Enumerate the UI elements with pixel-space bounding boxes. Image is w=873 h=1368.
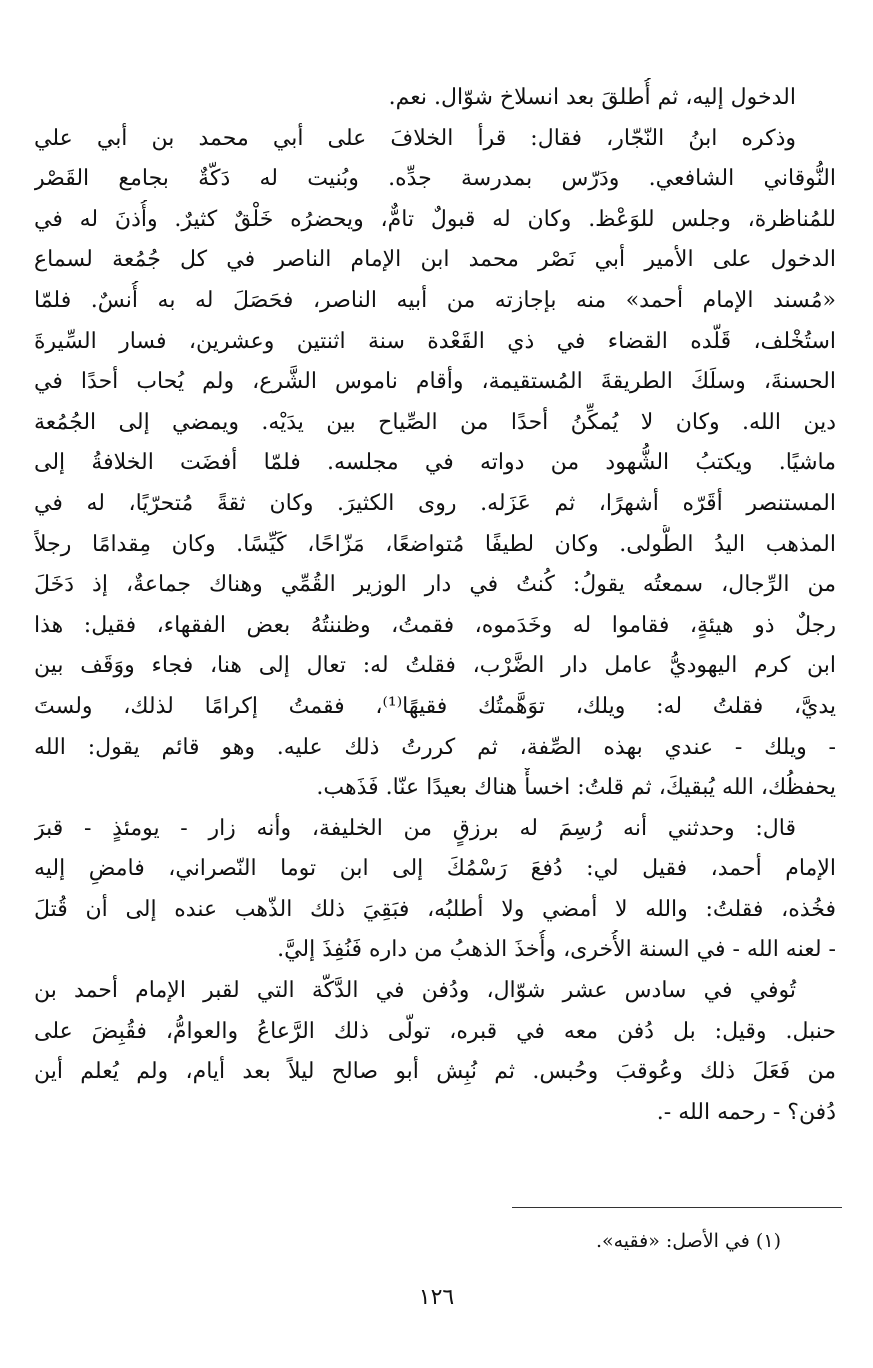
text-line: استُخْلف، قَلّده القضاء في ذي القَعْدة سنة اثنتين وعشرين، فسار السِّيرةَ bbox=[34, 328, 836, 354]
text-line: النُّوقاني الشافعي. ودَرّس بمدرسة جدِّه. وبُنيت له دَكّةٌ بجامع القَصْر bbox=[34, 166, 836, 192]
text-line: للمُناظرة، وجلس للوَعْظ. وكان له قبولٌ تامٌّ، ويحضرُه خَلْقٌ كثيرٌ. وأُذنَ له في bbox=[34, 206, 836, 232]
text-line: فخُذه، فقلتُ: والله لا أمضي ولا أطلبُه، فبَقِيَ ذلك الذّهب عنده إلى أن قُتلَ bbox=[34, 896, 836, 922]
main-text bbox=[34, 78, 836, 1133]
footnote: (١) في الأصل: «فقيه». bbox=[595, 1230, 781, 1252]
text-line: رجلٌ ذو هيئةٍ، فقاموا له وخَدَموه، فقمتُ، وظننتُهُ بعض الفقهاء، فقيل: هذا bbox=[34, 612, 836, 638]
text-line: ماشيًا. ويكتبُ الشُّهود من دواته في مجلسه. فلمّا أفضَت الخلافةُ إلى bbox=[34, 450, 836, 476]
text-line: الحسنةَ، وسلَكَ الطريقةَ المُستقيمة، وأقام ناموس الشَّرع، ولم يُحاب أحدًا في bbox=[34, 369, 836, 395]
text-line: وذكره ابنُ النّجّار، فقال: قرأ الخلافَ على أبي محمد بن أبي علي bbox=[34, 125, 796, 151]
text-line: يديَّ، فقلتُ له: ويلك، توَهَّمتُك فقيهًا⁽¹⁾، فقمتُ إكرامًا لذلك، ولستَ bbox=[34, 693, 836, 719]
text-line: الدخول إليه، ثم أُطلقَ بعد انسلاخ شوّال. نعم. bbox=[388, 85, 796, 110]
text-line: - لعنه الله - في السنة الأُخرى، وأُخذَ الذهبُ من داره فَنُفِذَ إليَّ. bbox=[277, 937, 836, 963]
text-line: الإمام أحمد، فقيل لي: دُفعَ رَسْمُكَ إلى ابن توما النّصراني، فامضِ إليه bbox=[34, 856, 836, 882]
text-line: من الرِّجال، سمعتُه يقولُ: كُنتُ في دار الوزير القُمِّي وهناك جماعةٌ، إذ دَخَلَ bbox=[34, 572, 836, 598]
page-number: ١٢٦ bbox=[418, 1285, 455, 1310]
footnote-divider bbox=[512, 1207, 842, 1208]
text-line: قال: وحدثني أنه رُسِمَ له برزقٍ من الخليفة، وأنه زار - يومئذٍ - قبرَ bbox=[34, 815, 796, 841]
text-line: - ويلك - عندي بهذه الصِّفة، ثم كررتُ ذلك عليه. وهو قائم يقول: الله bbox=[34, 734, 836, 760]
text-line: الدخول على الأمير أبي نَصْر محمد ابن الإمام الناصر في كل جُمُعة لسماع bbox=[34, 247, 836, 273]
text-line: دُفن؟ - رحمه الله -. bbox=[656, 1099, 836, 1125]
text-line: المستنصر أقَرّه أشهرًا، ثم عَزَله. روى الكثيرَ. وكان ثقةً مُتحرّيًا، له في bbox=[34, 490, 836, 516]
text-line: «مُسند الإمام أحمد» منه بإجازته من أبيه الناصر، فحَصَلَ له به أُنسٌ. فلمّا bbox=[34, 287, 836, 313]
text-line: حنبل. وقيل: بل دُفن معه في قبره، تولّى ذلك الرَّعاعُ والعوامُّ، فقُبِضَ على bbox=[34, 1018, 836, 1044]
text-line: دين الله. وكان لا يُمكِّنُ أحدًا من الصِّياح بين يدَيْه. ويمضي إلى الجُمُعة bbox=[34, 409, 836, 435]
text-line: المذهب اليدُ الطُّولى. وكان لطيفًا مُتواضعًا، مَزّاحًا، كَيِّسًا. وكان مِقدامًا رجلاً bbox=[34, 531, 836, 557]
text-line: يحفظُك، الله يُبقيكَ، ثم قلتُ: اخسأْ هناك بعيدًا عنّا. فَذَهب. bbox=[316, 775, 836, 801]
text-line: ابن كرم اليهوديُّ عامل دار الضَّرْب، فقلتُ له: تعال إلى هنا، فجاء ووَقَف بين bbox=[34, 653, 836, 679]
text-line: من فَعَلَ ذلك وعُوقبَ وحُبس. ثم نُبِش أبو صالح ليلاً بعد أيام، ولم يُعلم أين bbox=[34, 1059, 836, 1085]
text-line: تُوفي في سادس عشر شوّال، ودُفن في الدَّكّة التي لقبر الإمام أحمد بن bbox=[34, 978, 796, 1004]
